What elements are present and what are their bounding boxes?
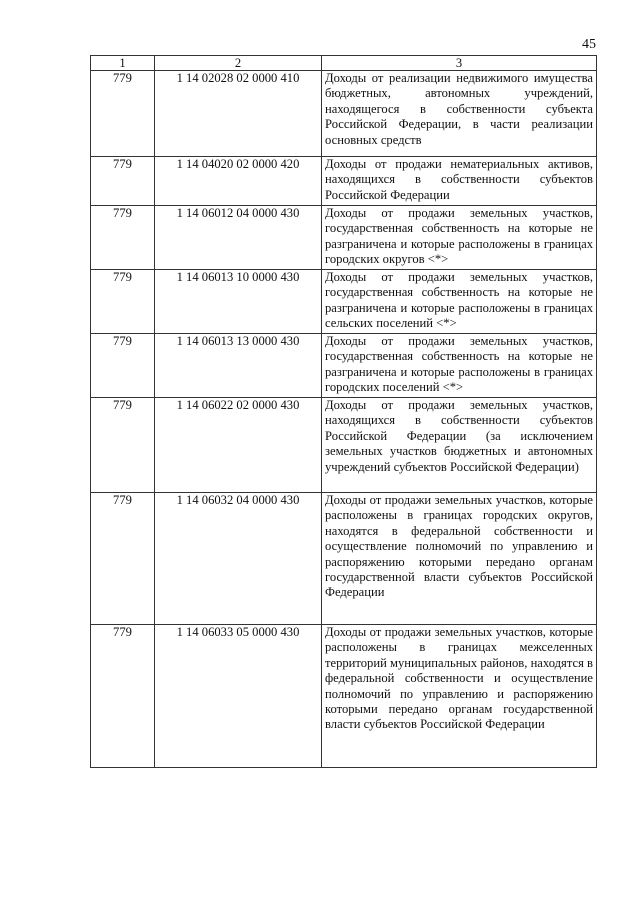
table-row — [91, 398, 597, 493]
page-number: 45 — [582, 37, 596, 52]
revenue-name-cell: Доходы от продажи земельных участков, которые расположены в границах межселенных территорий муниципальных районов, находятся в федеральной собственности и осуществление полномочий по управлению и распоряжению которыми передано органам государственной власти субъектов Российской Федерации — [322, 625, 597, 768]
budget-code-cell: 1 14 02028 02 0000 410 — [155, 71, 322, 157]
admin-code-cell: 779 — [91, 334, 155, 398]
table-row — [91, 157, 597, 206]
revenue-name-cell: Доходы от продажи земельных участков, находящихся в собственности субъектов Российской Федерации (за исключением земельных участков бюджетных и автономных учреждений субъектов Российской Федерации) — [322, 398, 597, 493]
revenue-codes-table — [90, 55, 597, 768]
revenue-name-cell: Доходы от продажи земельных участков, государственная собственность на которые не разграничена и которые расположены в границах городских округов <*> — [322, 206, 597, 270]
table-row — [91, 71, 597, 157]
column-header-3: 3 — [322, 56, 597, 71]
admin-code-cell: 779 — [91, 206, 155, 270]
admin-code-cell: 779 — [91, 270, 155, 334]
revenue-name-cell: Доходы от продажи земельных участков, которые расположены в границах городских округов, находятся в федеральной собственности и осуществление полномочий по управлению и распоряжению которыми передано органам государственной власти субъектов Российской Федерации — [322, 493, 597, 625]
budget-code-cell: 1 14 06032 04 0000 430 — [155, 493, 322, 625]
table-row — [91, 206, 597, 270]
table-header-row — [91, 56, 597, 71]
table-row — [91, 270, 597, 334]
budget-code-cell: 1 14 04020 02 0000 420 — [155, 157, 322, 206]
table-row — [91, 334, 597, 398]
admin-code-cell: 779 — [91, 493, 155, 625]
budget-code-cell: 1 14 06022 02 0000 430 — [155, 398, 322, 493]
revenue-name-cell: Доходы от реализации недвижимого имущества бюджетных, автономных учреждений, находящегося в собственности субъекта Российской Федерации, в части реализации основных средств — [322, 71, 597, 157]
revenue-name-cell: Доходы от продажи земельных участков, государственная собственность на которые не разграничена и которые расположены в границах сельских поселений <*> — [322, 270, 597, 334]
admin-code-cell: 779 — [91, 157, 155, 206]
column-header-2: 2 — [155, 56, 322, 71]
table-row — [91, 625, 597, 768]
budget-code-cell: 1 14 06012 04 0000 430 — [155, 206, 322, 270]
revenue-name-cell: Доходы от продажи земельных участков, государственная собственность на которые не разграничена и которые расположены в границах городских поселений <*> — [322, 334, 597, 398]
admin-code-cell: 779 — [91, 71, 155, 157]
table-row — [91, 493, 597, 625]
budget-code-cell: 1 14 06013 10 0000 430 — [155, 270, 322, 334]
revenue-name-cell: Доходы от продажи нематериальных активов, находящихся в собственности субъектов Российской Федерации — [322, 157, 597, 206]
admin-code-cell: 779 — [91, 398, 155, 493]
budget-code-cell: 1 14 06013 13 0000 430 — [155, 334, 322, 398]
admin-code-cell: 779 — [91, 625, 155, 768]
column-header-1: 1 — [91, 56, 155, 71]
budget-code-cell: 1 14 06033 05 0000 430 — [155, 625, 322, 768]
